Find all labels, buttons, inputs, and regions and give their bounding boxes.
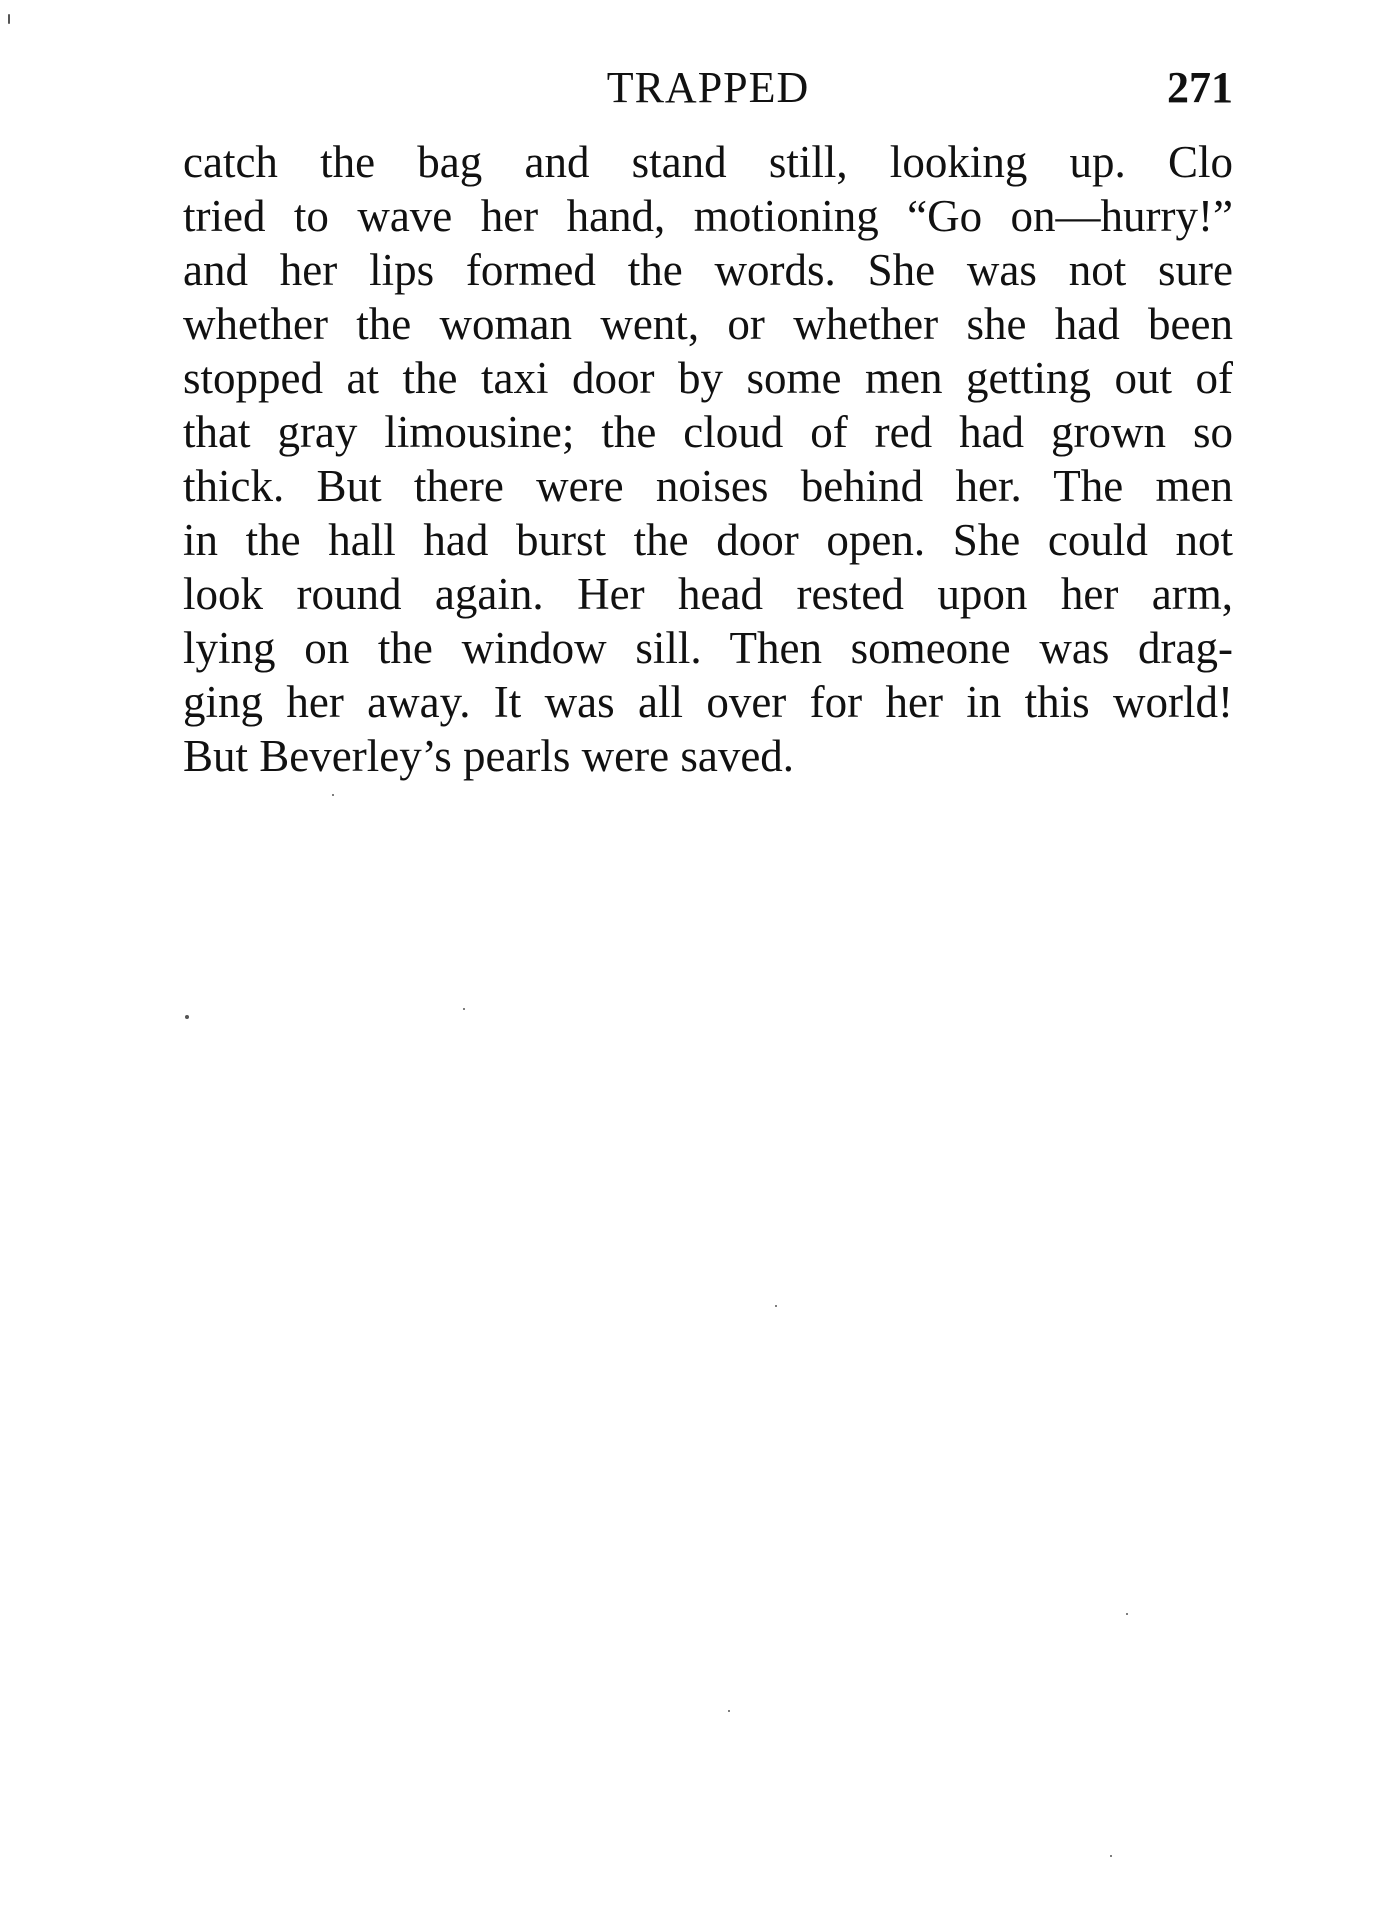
scan-speck (1110, 1855, 1112, 1857)
text-line: lying on the window sill. Then someone was drag- (183, 623, 1233, 673)
scan-speck (185, 1015, 189, 1019)
text-line: look round again. Her head rested upon her arm, (183, 569, 1233, 619)
scan-speck (463, 1008, 465, 1010)
scan-speck (775, 1305, 777, 1307)
text-line: tried to wave her hand, motioning “Go on—hurry!” (183, 191, 1233, 241)
text-line: stopped at the taxi door by some men getting out of (183, 353, 1233, 403)
text-line: in the hall had burst the door open. She could not (183, 515, 1233, 565)
body-text (183, 135, 1233, 783)
scan-speck (332, 794, 334, 796)
scan-speck (728, 1710, 730, 1712)
text-line: and her lips formed the words. She was not sure (183, 245, 1233, 295)
text-line: thick. But there were noises behind her. The men (183, 461, 1233, 511)
scan-speck (1126, 1613, 1128, 1615)
scan-speck (8, 14, 10, 24)
text-line: ging her away. It was all over for her in this world! (183, 677, 1233, 727)
text-line-last: But Beverley’s pearls were saved. (183, 731, 795, 781)
running-head (183, 58, 1233, 118)
running-title: TRAPPED (606, 63, 810, 112)
text-line: catch the bag and stand still, looking up. Clo (183, 137, 1233, 187)
text-line: that gray limousine; the cloud of red had grown so (183, 407, 1233, 457)
text-line: whether the woman went, or whether she had been (183, 299, 1233, 349)
page-number: 271 (1167, 63, 1233, 112)
